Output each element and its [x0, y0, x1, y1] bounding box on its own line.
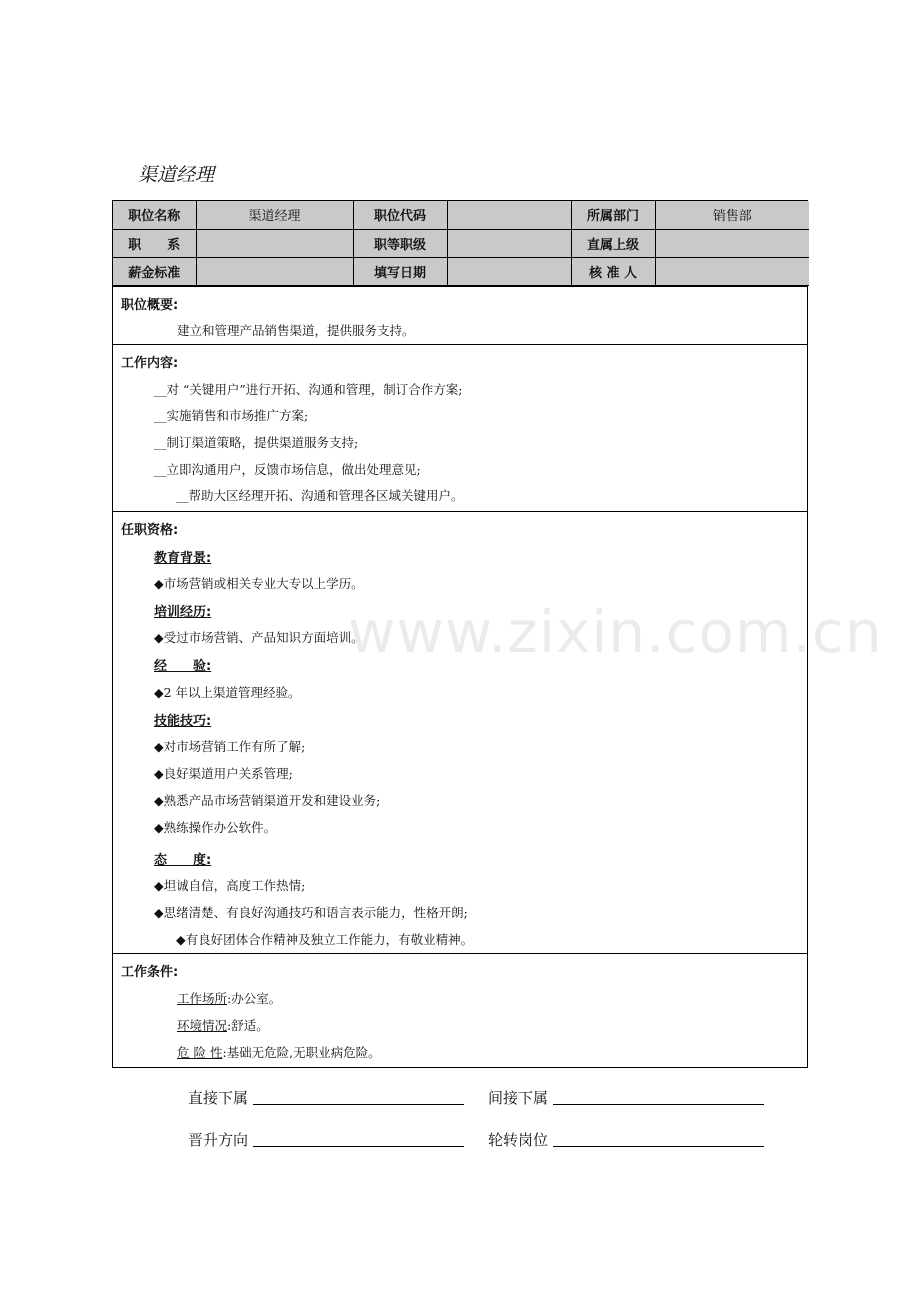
section-duties — [113, 344, 807, 511]
risk-label: 危 险 性 — [177, 1044, 223, 1060]
list-item: ◆有良好团体合作精神及独立工作能力，有敬业精神。 — [176, 931, 474, 947]
rotation-label: 轮转岗位 — [488, 1131, 549, 1149]
value-approver — [655, 257, 809, 285]
place-line — [177, 989, 281, 1007]
header-row — [113, 201, 809, 229]
overview-text: 建立和管理产品销售渠道，提供服务支持。 — [177, 322, 415, 338]
label-job-title: 职位名称 — [113, 201, 196, 229]
risk-line — [177, 1043, 381, 1061]
list-item: ◆思绪清楚、有良好沟通技巧和语言表示能力，性格开朗; — [154, 904, 468, 920]
label-department: 所属部门 — [571, 201, 655, 229]
direct-subordinate-label: 直接下属 — [188, 1089, 249, 1107]
conditions-title: 工作条件: — [121, 964, 179, 980]
label-job-code: 职位代码 — [353, 201, 447, 229]
env-value: :舒适。 — [227, 1017, 269, 1033]
training-label: 培训经历: — [154, 604, 212, 620]
training-text: ◆受过市场营销、产品知识方面培训。 — [154, 629, 364, 645]
attitude-label: 态 度: — [154, 852, 212, 868]
risk-value: :基础无危险,无职业病危险。 — [222, 1044, 381, 1060]
header-row — [113, 257, 809, 285]
section-conditions — [113, 953, 807, 1069]
list-item: ◆熟练操作办公软件。 — [154, 819, 277, 835]
overview-title: 职位概要: — [121, 297, 179, 313]
header-row — [113, 229, 809, 257]
direct-subordinate-line[interactable] — [253, 1104, 464, 1105]
promotion-line[interactable] — [253, 1146, 464, 1147]
promotion-label: 晋升方向 — [188, 1131, 249, 1149]
section-overview — [113, 286, 807, 344]
list-item: __实施销售和市场推广方案; — [154, 407, 309, 423]
list-item: ◆坦诚自信，高度工作热情; — [154, 877, 306, 893]
env-line — [177, 1016, 269, 1034]
education-label: 教育背景: — [154, 550, 212, 566]
indirect-subordinate-label: 间接下属 — [488, 1089, 549, 1107]
label-approver: 核 准 人 — [571, 257, 655, 285]
place-label: 工作场所 — [177, 990, 228, 1006]
rotation-line[interactable] — [553, 1146, 764, 1147]
value-department: 销售部 — [655, 201, 809, 229]
label-job-family: 职 系 — [113, 229, 196, 257]
value-job-family — [196, 229, 353, 257]
header-table — [113, 201, 809, 286]
value-salary — [196, 257, 353, 285]
label-supervisor: 直属上级 — [571, 229, 655, 257]
place-value: :办公室。 — [227, 990, 282, 1006]
list-item: ◆对市场营销工作有所了解; — [154, 738, 306, 754]
page-title: 渠道经理 — [138, 164, 215, 186]
watermark: www.zixin.com.cn — [348, 598, 883, 666]
experience-text: ◆2 年以上渠道管理经验。 — [154, 684, 301, 700]
education-text: ◆市场营销或相关专业大专以上学历。 — [154, 575, 364, 591]
experience-label: 经 验: — [154, 658, 212, 674]
list-item: __制订渠道策略，提供渠道服务支持; — [154, 434, 359, 450]
label-grade: 职等职级 — [353, 229, 447, 257]
duties-title: 工作内容: — [121, 355, 179, 371]
section-qualifications — [113, 511, 807, 953]
list-item: __帮助大区经理开拓、沟通和管理各区域关键用户。 — [176, 487, 464, 503]
qualifications-title: 任职资格: — [121, 522, 179, 538]
value-grade — [447, 229, 571, 257]
value-job-title: 渠道经理 — [196, 201, 353, 229]
list-item: ◆良好渠道用户关系管理; — [154, 765, 293, 781]
value-job-code — [447, 201, 571, 229]
env-label: 环境情况 — [177, 1017, 228, 1033]
list-item: __立即沟通用户，反馈市场信息，做出处理意见; — [154, 461, 421, 477]
label-salary: 薪金标准 — [113, 257, 196, 285]
skills-label: 技能技巧: — [154, 713, 212, 729]
value-supervisor — [655, 229, 809, 257]
label-fill-date: 填写日期 — [353, 257, 447, 285]
indirect-subordinate-line[interactable] — [553, 1104, 764, 1105]
list-item: ◆熟悉产品市场营销渠道开发和建设业务; — [154, 792, 381, 808]
list-item: __对 “关键用户”进行开拓、沟通和管理，制订合作方案; — [154, 381, 463, 397]
value-fill-date — [447, 257, 571, 285]
